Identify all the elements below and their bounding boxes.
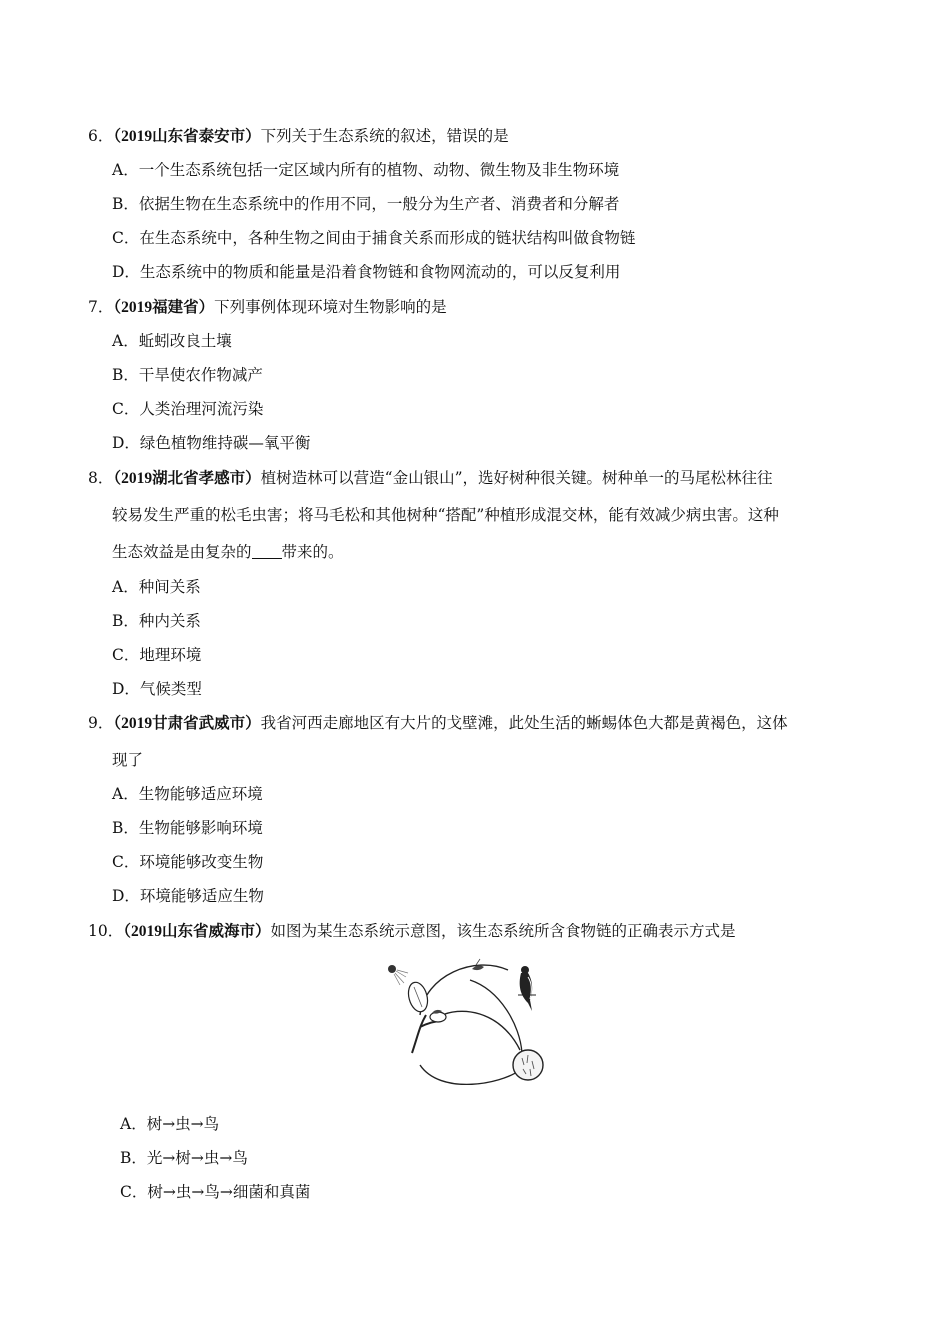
option-d: D．绿色植物维持碳—氧平衡 [112,434,311,452]
option-b: B．干旱使农作物减产 [112,366,263,384]
ecosystem-illustration [380,955,560,1085]
cycle-arc-right [470,980,522,1053]
option-a: A．生物能够适应环境 [112,785,263,803]
question-8-stem-line [88,468,773,489]
question-source: （2019甘肃省武威市） [113,715,261,732]
question-stem-continued: 较易发生严重的松毛虫害；将马毛松和其他树种“搭配”种植形成混交林，能有效减少病虫害。这种 [112,506,779,524]
question-number: 6． [88,127,114,145]
stem-text: 带来的。 [281,543,344,561]
question-6-stem-line [88,126,509,147]
option-a: A．树→虫→鸟 [120,1115,220,1133]
question-source: （2019山东省泰安市） [113,128,261,145]
question-stem: 植树造林可以营造“金山银山”，选好树种很关键。树种单一的马尾松林往往 [260,469,773,487]
question-stem: 如图为某生态系统示意图，该生态系统所含食物链的正确表示方式是 [270,922,736,940]
question-stem-continued [112,542,344,562]
option-d: D．生态系统中的物质和能量是沿着食物链和食物网流动的，可以反复利用 [112,263,621,281]
stem-text: 生态效益是由复杂的 [112,543,252,561]
option-b: B．生物能够影响环境 [112,819,263,837]
bird-icon [518,966,536,1011]
question-10-stem-line [88,921,736,942]
option-c: C．环境能够改变生物 [112,853,264,871]
question-stem-continued: 现了 [112,751,144,769]
sun-icon [388,965,396,973]
question-number: 8． [88,469,114,487]
question-stem: 下列关于生态系统的叙述，错误的是 [260,127,509,145]
question-9-stem-line [88,713,788,734]
answer-blank [252,544,282,559]
question-source: （2019福建省） [113,299,215,316]
question-stem: 我省河西走廊地区有大片的戈壁滩，此处生活的蜥蜴体色大都是黄褐色，这体 [260,714,788,732]
question-7-stem-line [88,297,447,318]
question-source: （2019湖北省孝感市） [113,470,261,487]
option-d: D．气候类型 [112,680,202,698]
question-number: 10． [88,922,124,940]
question-stem: 下列事例体现环境对生物影响的是 [214,298,447,316]
question-number: 7． [88,298,114,316]
option-c: C．地理环境 [112,646,202,664]
question-number: 9． [88,714,114,732]
option-c: C．在生态系统中，各种生物之间由于捕食关系而形成的链状结构叫做食物链 [112,229,636,247]
option-b: B．种内关系 [112,612,201,630]
question-source: （2019山东省威海市） [123,923,271,940]
cycle-arc-middle [438,1011,520,1050]
ecosystem-diagram [380,955,560,1085]
bacteria-fungi-icon [513,1050,543,1080]
option-b: B．依据生物在生态系统中的作用不同，一般分为生产者、消费者和分解者 [112,195,620,213]
option-b: B．光→树→虫→鸟 [120,1149,248,1167]
cycle-arc-top [420,965,508,1015]
option-c: C．树→虫→鸟→细菌和真菌 [120,1183,311,1201]
option-a: A．一个生态系统包括一定区域内所有的植物、动物、微生物及非生物环境 [112,161,620,179]
sun-rays [394,970,408,985]
leaf-icon [430,1012,446,1022]
cycle-arc-bottom [420,1065,520,1084]
option-a: A．种间关系 [112,578,201,596]
option-c: C．人类治理河流污染 [112,400,264,418]
option-d: D．环境能够适应生物 [112,887,264,905]
option-a: A．蚯蚓改良土壤 [112,332,232,350]
